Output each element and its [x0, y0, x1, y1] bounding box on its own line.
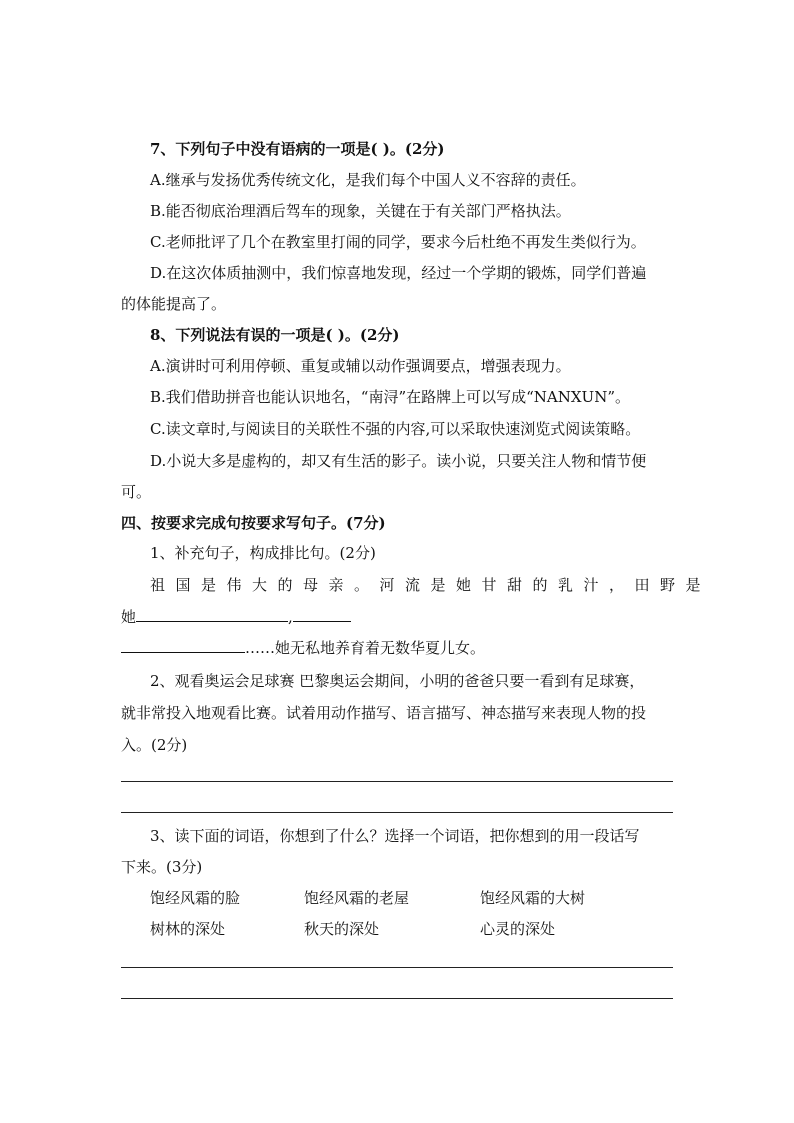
question-8-option-c: C.读文章时,与阅读目的关联性不强的内容,可以采取快速浏览式阅读策略。 [150, 420, 641, 438]
question-8-title: 8、下列说法有误的一项是( )。(2分) [150, 326, 400, 344]
question-8-option-b: B.我们借助拼音也能认识地名，“南浔”在路牌上可以写成“NANXUN”。 [150, 388, 630, 406]
sub-question-1-blank-line-2 [121, 638, 681, 658]
section-4-title: 四、按要求完成句按要求写句子。(7分) [121, 514, 386, 532]
word-option: 饱经风霜的老屋 [304, 889, 410, 907]
sub-question-1-prefix: 她 [121, 608, 137, 626]
sub-question-2-line-2: 就非常投入地观看比赛。试着用动作描写、语言描写、神态描写来表现人物的投 [121, 704, 647, 722]
writing-line[interactable] [121, 967, 673, 968]
question-8-option-d-cont: 可。 [121, 483, 152, 501]
word-option: 心灵的深处 [480, 920, 556, 938]
sub-question-1-comma: , [288, 608, 293, 626]
word-option: 树林的深处 [150, 920, 226, 938]
question-7-option-c: C.老师批评了几个在教室里打闹的同学，要求今后杜绝不再发生类似行为。 [150, 233, 646, 251]
sub-question-3-line-2: 下来。(3分) [121, 858, 203, 876]
writing-line[interactable] [121, 812, 673, 813]
question-7-option-b: B.能否彻底治理酒后驾车的现象，关键在于有关部门严格执法。 [150, 202, 571, 220]
question-8-option-d: D.小说大多是虚构的，却又有生活的影子。读小说，只要关注人物和情节便 [150, 452, 647, 470]
question-7-option-d: D.在这次体质抽测中，我们惊喜地发现，经过一个学期的锻炼，同学们普遍 [150, 264, 647, 282]
sub-question-1-sentence: 祖国是伟大的母亲。河流是她甘甜的乳汁，田野是 [150, 576, 712, 594]
answer-blank-3[interactable] [121, 638, 245, 653]
answer-blank-2[interactable] [293, 607, 351, 622]
sub-question-1-title: 1、补充句子，构成排比句。(2分) [150, 544, 376, 562]
word-option: 饱经风霜的脸 [150, 889, 241, 907]
sub-question-2-line-1: 2、观看奥运会足球赛 巴黎奥运会期间，小明的爸爸只要一看到有足球赛， [150, 672, 645, 690]
word-option: 饱经风霜的大树 [480, 889, 586, 907]
sub-question-3-line-1: 3、读下面的词语，你想到了什么？选择一个词语，把你想到的用一段话写 [150, 827, 640, 845]
sub-question-2-line-3: 入。(2分) [121, 736, 188, 754]
sub-question-1-blank-line [121, 607, 681, 627]
writing-line[interactable] [121, 781, 673, 782]
question-7-option-d-cont: 的体能提高了。 [121, 295, 227, 313]
word-option: 秋天的深处 [304, 920, 380, 938]
question-7-option-a: A.继承与发扬优秀传统文化，是我们每个中国人义不容辞的责任。 [150, 171, 586, 189]
sub-question-1-suffix: ……她无私地养育着无数华夏儿女。 [245, 639, 486, 657]
question-8-option-a: A.演讲时可利用停顿、重复或辅以动作强调要点，增强表现力。 [150, 357, 571, 375]
question-7-title: 7、下列句子中没有语病的一项是( )。(2分) [150, 140, 445, 158]
writing-line[interactable] [121, 998, 673, 999]
answer-blank-1[interactable] [136, 607, 288, 622]
